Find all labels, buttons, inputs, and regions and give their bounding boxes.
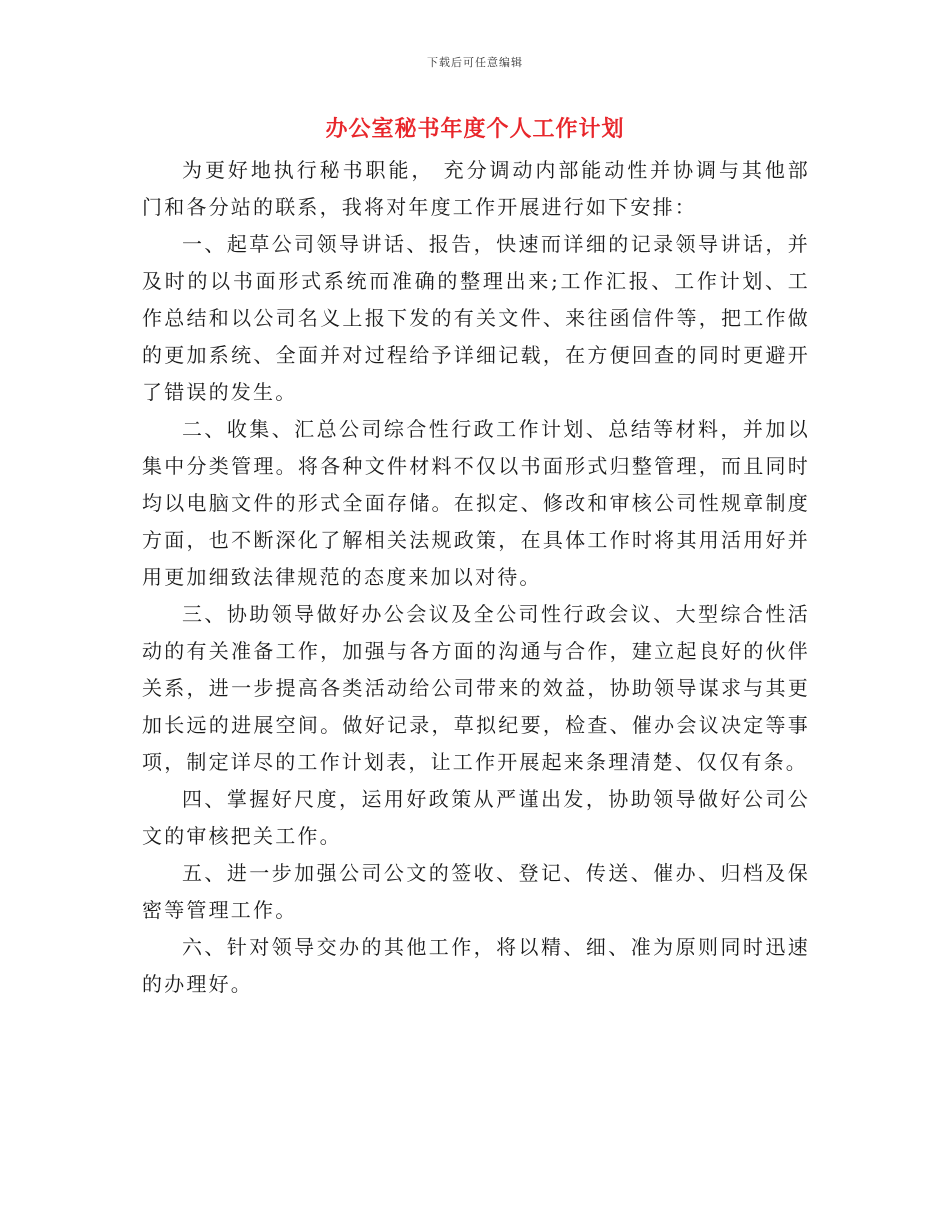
paragraph-item-6: 六、针对领导交办的其他工作，将以精、细、准为原则同时迅速的办理好。 — [142, 935, 810, 996]
paragraph-item-2: 二、收集、汇总公司综合性行政工作计划、总结等材料，并加以集中分类管理。将各种文件材料不仅以书面形式归整管理，而且同时均以电脑文件的形式全面存储。在拟定、修改和审核公司性规章制度方面，也不断深化了解相关法规政策，在具体工作时将其用活用好并用更加细致法律规范的态度来加以对待。 — [142, 417, 810, 589]
paragraph-item-4: 四、掌握好尺度，运用好政策从严谨出发，协助领导做好公司公文的审核把关工作。 — [142, 787, 810, 848]
paragraph-item-3: 三、协助领导做好办公会议及全公司性行政会议、大型综合性活动的有关准备工作，加强与各方面的沟通与合作，建立起良好的伙伴关系，进一步提高各类活动给公司带来的效益，协助领导谋求与其更加长远的进展空间。做好记录，草拟纪要，检查、催办会议决定等事项，制定详尽的工作计划表，让工作开展起来条理清楚、仅仅有条。 — [142, 602, 810, 774]
paragraph-item-1: 一、起草公司领导讲话、报告，快速而详细的记录领导讲话，并及时的以书面形式系统而准确的整理出来;工作汇报、工作计划、工作总结和以公司名义上报下发的有关文件、来往函信件等，把工作做的更加系统、全面并对过程给予详细记载，在方便回查的同时更避开了错误的发生。 — [142, 232, 810, 404]
paragraph-item-5: 五、进一步加强公司公文的签收、登记、传送、催办、归档及保密等管理工作。 — [142, 861, 810, 922]
header-note: 下载后可任意编辑 — [427, 56, 523, 69]
paragraph-intro: 为更好地执行秘书职能， 充分调动内部能动性并协调与其他部门和各分站的联系，我将对年度工作开展进行如下安排： — [142, 158, 810, 219]
document-title: 办公室秘书年度个人工作计划 — [325, 116, 625, 142]
document-body — [142, 152, 810, 1003]
